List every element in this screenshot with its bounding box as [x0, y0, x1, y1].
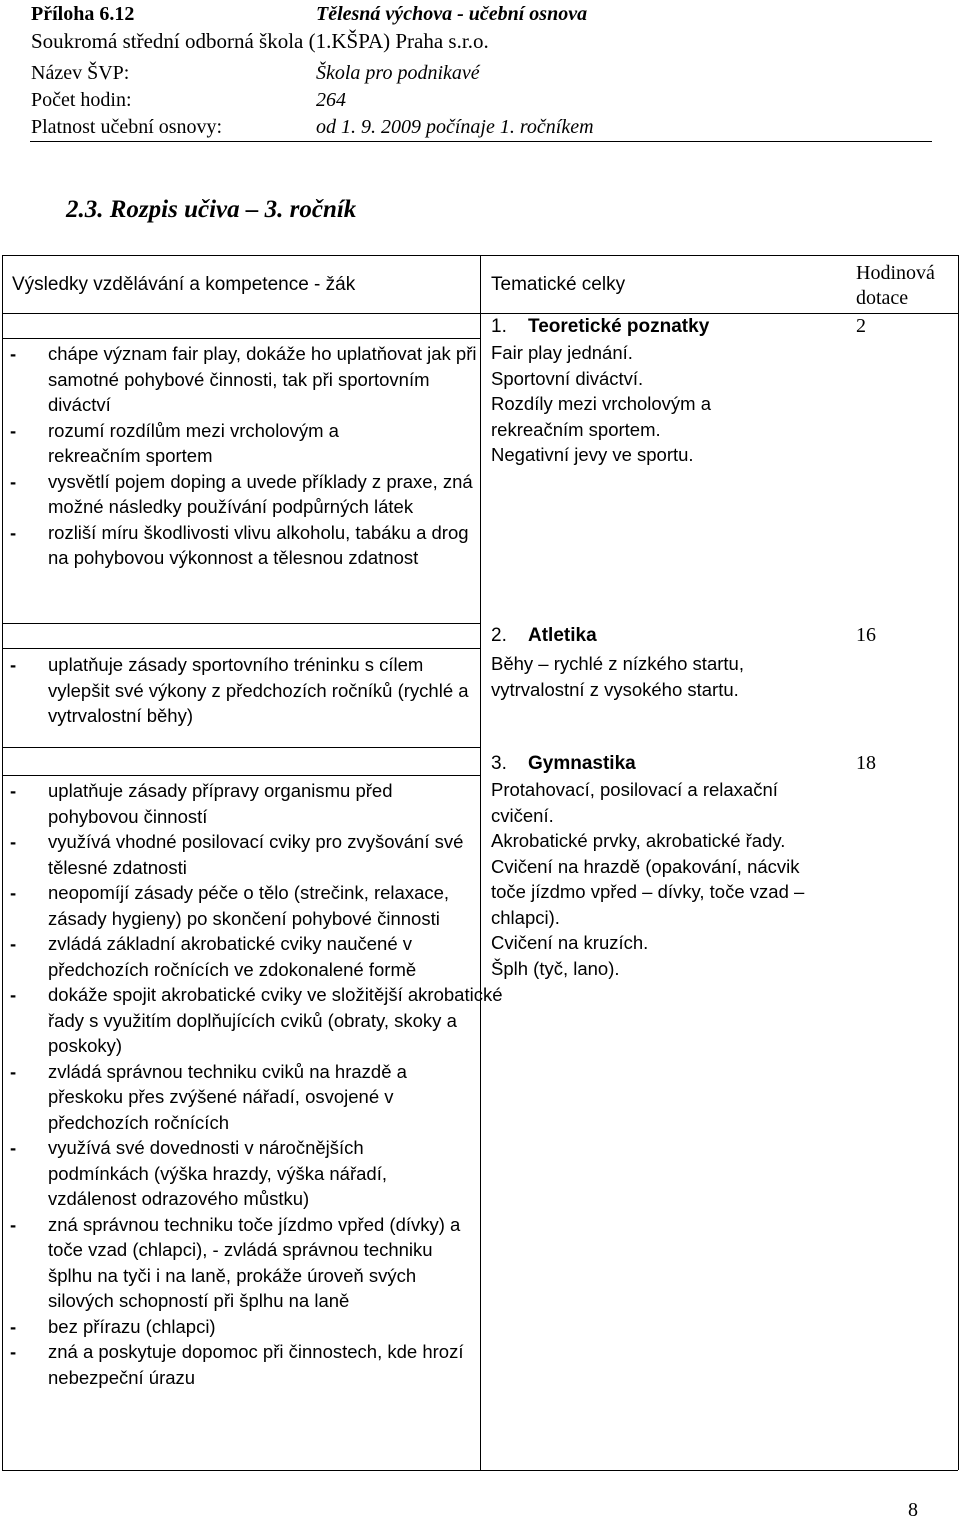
row-divider	[2, 623, 480, 624]
content-line: Šplh (tyč, lano).	[491, 957, 620, 979]
content-line: Sportovní diváctví.	[491, 367, 644, 389]
row-divider	[2, 648, 480, 649]
row-divider	[2, 338, 480, 339]
list-item: - rozliší míru škodlivosti vlivu alkoholu, tabáku a drog na pohybovou výkonnost a tělesnou zdatnost	[10, 520, 480, 571]
topic-number: 2.	[491, 625, 507, 646]
topic-row	[491, 751, 636, 776]
list-item: - zvládá správnou techniku cviků na hrazdě a přeskoku přes zvýšené nářadí, osvojené v předchozích ročnících	[10, 1059, 473, 1136]
col-header-outcomes: Výsledky vzdělávání a kompetence - žák	[12, 274, 356, 295]
table-bottom-border	[2, 1470, 958, 1471]
col-header-hours-1: Hodinová	[856, 262, 935, 284]
page-number: 8	[908, 1499, 918, 1521]
row-divider	[2, 775, 480, 776]
validity-label: Platnost učební osnovy:	[31, 116, 223, 138]
list-item: - zná a poskytuje dopomoc při činnostech, kde hrozí nebezpeční úrazu	[10, 1339, 488, 1390]
list-item: - využívá vhodné posilovací cviky pro zvyšování své tělesné zdatnosti	[10, 829, 480, 880]
hours-value: 264	[316, 89, 346, 111]
list-item: - dokáže spojit akrobatické cviky ve složitější akrobatické řady s využitím doplňujících cviků (obraty, skoky a poskoky)	[10, 982, 513, 1059]
list-item: - rozumí rozdílům mezi vrcholovým a rekreačním sportem	[10, 418, 348, 469]
content-line: Cvičení na hrazdě (opakování, nácvik toče jízdmo vpřed – dívky, toče vzad – chlapci).	[491, 855, 805, 928]
topic-title: Atletika	[528, 625, 597, 646]
topic-hours: 2	[856, 315, 866, 337]
row-divider	[2, 747, 480, 748]
hours-label: Počet hodin:	[31, 89, 132, 111]
header-divider	[30, 141, 932, 142]
svp-label: Název ŠVP:	[31, 62, 130, 84]
list-item: - bez přírazu (chlapci)	[10, 1314, 480, 1340]
topic-content	[491, 340, 791, 468]
content-line: Fair play jednání.	[491, 342, 633, 363]
subject-title: Tělesná výchova - učební osnova	[316, 3, 588, 25]
content-line: Běhy – rychlé z nízkého startu, vytrvalostní z vysokého startu.	[491, 653, 744, 700]
topic-hours: 18	[856, 752, 876, 774]
outcomes-list	[10, 341, 480, 571]
column-divider	[480, 255, 481, 1470]
list-item: - chápe význam fair play, dokáže ho uplatňovat jak při samotné pohybové činnosti, tak při sportovním diváctví	[10, 341, 480, 418]
topic-hours: 16	[856, 624, 876, 646]
list-item: - využívá své dovednosti v náročnějších podmínkách (výška hrazdy, výška nářadí, vzdálenost odrazového můstku)	[10, 1135, 468, 1212]
content-line: Cvičení na kruzích.	[491, 932, 649, 953]
list-item: - vysvětlí pojem doping a uvede příklady z praxe, zná možné následky používání podpůrných látek	[10, 469, 480, 520]
outcomes-list	[10, 778, 503, 1390]
col-header-hours-2: dotace	[856, 287, 909, 309]
content-line: Protahovací, posilovací a relaxační cvičení.	[491, 779, 778, 826]
section-title: 2.3. Rozpis učiva – 3. ročník	[66, 196, 357, 223]
topic-number: 1.	[491, 316, 507, 337]
svp-value: Škola pro podnikavé	[316, 62, 480, 84]
validity-value: od 1. 9. 2009 počínaje 1. ročníkem	[316, 116, 594, 138]
list-item: - uplatňuje zásady přípravy organismu před pohybovou činností	[10, 778, 480, 829]
content-line: Rozdíly mezi vrcholovým a rekreačním sportem.	[491, 393, 712, 440]
outcomes-list	[10, 652, 480, 729]
annex-label: Příloha 6.12	[31, 3, 135, 25]
col-header-topics: Tematické celky	[491, 274, 626, 295]
school-name: Soukromá střední odborná škola (1.KŠPA) Praha s.r.o.	[31, 29, 489, 53]
table-left-border	[2, 255, 3, 1470]
list-item: - zná správnou techniku toče jízdmo vpřed (dívky) a toče vzad (chlapci), - zvládá správnou techniku šplhu na tyči i na laně, prokáže úroveň svých silových schopností při šplhu na laně	[10, 1212, 480, 1314]
content-line: Negativní jevy ve sportu.	[491, 444, 694, 465]
topic-row	[491, 623, 597, 648]
topic-row	[491, 314, 709, 339]
list-item: - uplatňuje zásady sportovního tréninku s cílem vylepšit své výkony z předchozích ročníků (rychlé a vytrvalostní běhy)	[10, 652, 480, 729]
topic-content	[491, 651, 791, 702]
topic-number: 3.	[491, 753, 507, 774]
topic-title: Gymnastika	[528, 753, 636, 774]
content-line: Akrobatické prvky, akrobatické řady.	[491, 830, 786, 851]
table-right-border	[958, 255, 959, 1470]
topic-content	[491, 777, 836, 981]
list-item: - zvládá základní akrobatické cviky naučené v předchozích ročnících ve zdokonalené formě	[10, 931, 480, 982]
topic-title: Teoretické poznatky	[528, 316, 710, 337]
list-item: - neopomíjí zásady péče o tělo (strečink, relaxace, zásady hygieny) po skončení pohybové činnosti	[10, 880, 468, 931]
